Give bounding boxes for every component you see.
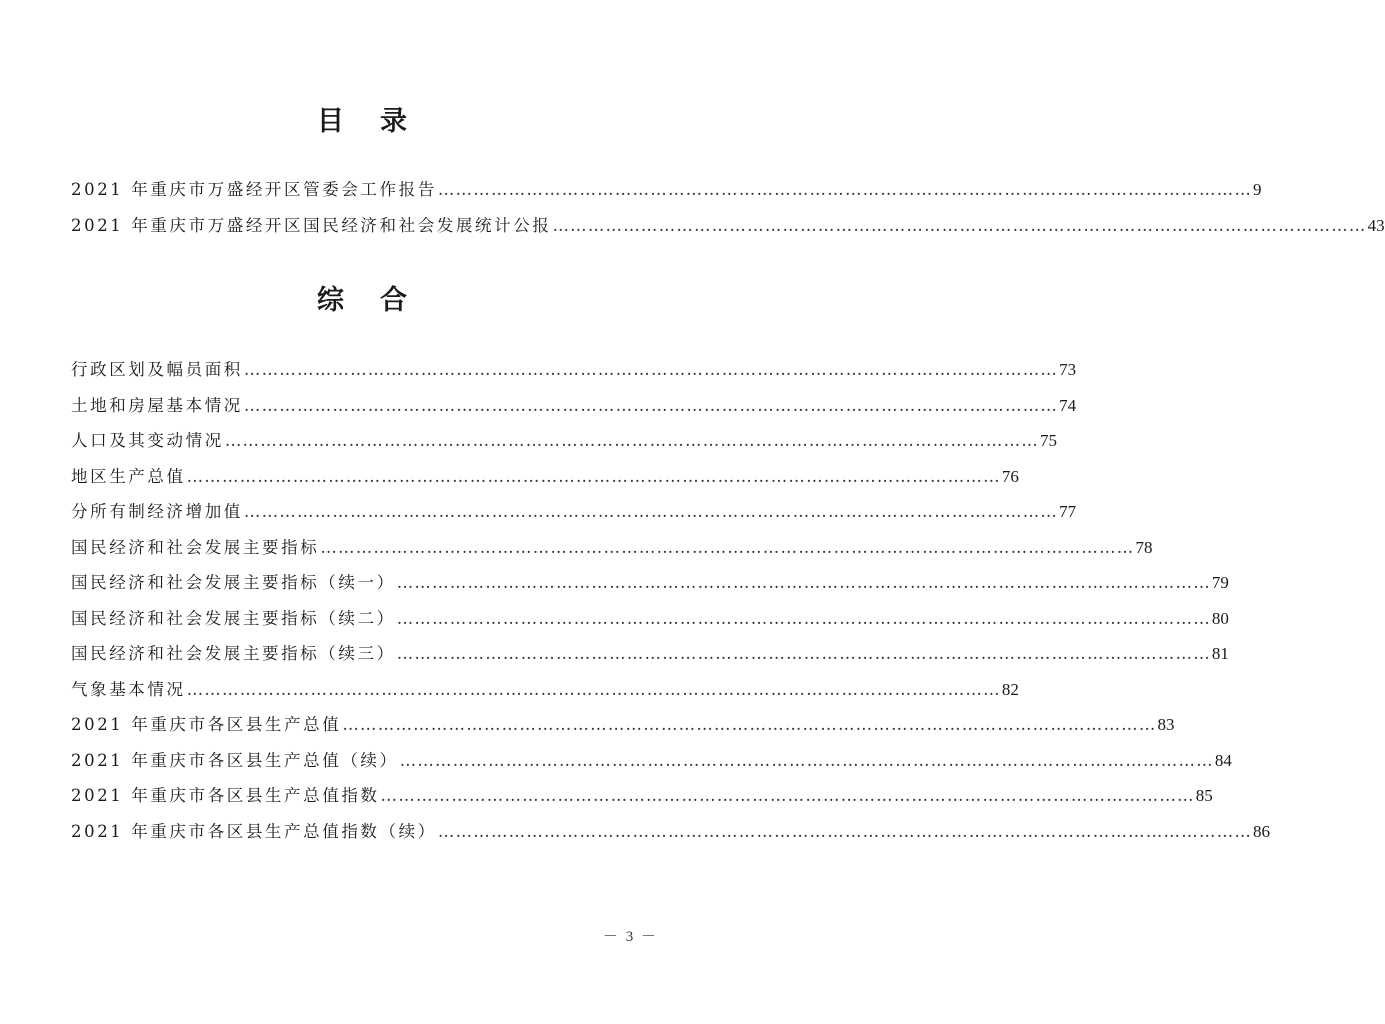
dot-leader: ………………………………………………………………………………………………………………………… <box>437 821 1253 841</box>
toc-entry-title: 2021 年重庆市各区县生产总值 <box>71 715 342 734</box>
dot-leader: ………………………………………………………………………………………………………………………… <box>243 395 1059 415</box>
toc-entry-page: 73 <box>1059 360 1077 379</box>
toc-entry-page: 74 <box>1059 395 1077 415</box>
contents-heading: 目录 <box>317 106 443 137</box>
toc-entry-page: 79 <box>1211 573 1229 592</box>
dot-leader: ………………………………………………………………………………………………………………………… <box>552 215 1367 235</box>
dot-leader: ………………………………………………………………………………………………………………………… <box>437 180 1253 199</box>
toc-entry-page: 83 <box>1157 715 1175 734</box>
toc-entry[interactable] <box>71 818 1271 854</box>
toc-entry-page: 86 <box>1253 821 1271 841</box>
dot-leader: ………………………………………………………………………………………………………………………… <box>243 360 1059 379</box>
toc-entry[interactable] <box>71 747 1232 783</box>
toc-entry[interactable] <box>71 463 1019 499</box>
dot-leader: ………………………………………………………………………………………………………………………… <box>243 502 1059 521</box>
contents-list <box>71 176 1385 247</box>
toc-entry-page: 85 <box>1195 786 1213 805</box>
toc-entry[interactable] <box>71 676 1019 712</box>
toc-entry-page: 75 <box>1040 431 1058 450</box>
toc-entry[interactable] <box>71 356 1077 392</box>
toc-entry[interactable] <box>71 212 1385 248</box>
toc-entry-title: 2021 年重庆市各区县生产总值（续） <box>71 750 399 770</box>
dot-leader: ………………………………………………………………………………………………………………………… <box>186 466 1001 486</box>
toc-entry-title: 行政区划及幅员面积 <box>71 360 243 379</box>
toc-entry-page: 78 <box>1135 537 1153 557</box>
toc-entry-page: 80 <box>1211 608 1229 628</box>
toc-entry-page: 43 <box>1367 215 1385 235</box>
dot-leader: ………………………………………………………………………………………………………………………… <box>396 644 1211 663</box>
toc-entry-title: 2021 年重庆市各区县生产总值指数（续） <box>71 821 437 841</box>
dot-leader: ………………………………………………………………………………………………………………………… <box>396 608 1211 628</box>
toc-entry-page: 82 <box>1001 679 1019 699</box>
dot-leader: ………………………………………………………………………………………………………………………… <box>186 679 1001 699</box>
dot-leader: ………………………………………………………………………………………………………………………… <box>399 750 1214 770</box>
toc-entry-title: 国民经济和社会发展主要指标（续三） <box>71 644 396 663</box>
toc-entry[interactable] <box>71 640 1229 676</box>
toc-entry[interactable] <box>71 711 1175 747</box>
dot-leader: ………………………………………………………………………………………………………………………… <box>320 537 1135 557</box>
dot-leader: ………………………………………………………………………………………………………………………… <box>342 715 1157 734</box>
toc-entry-title: 国民经济和社会发展主要指标（续一） <box>71 573 396 592</box>
toc-entry-page: 81 <box>1211 644 1229 663</box>
general-list <box>71 356 1271 853</box>
toc-entry-title: 国民经济和社会发展主要指标 <box>71 537 320 557</box>
dot-leader: ………………………………………………………………………………………………………………………… <box>396 573 1211 592</box>
toc-entry-title: 2021 年重庆市万盛经开区管委会工作报告 <box>71 180 437 199</box>
toc-entry[interactable] <box>71 427 1058 463</box>
toc-entry[interactable] <box>71 534 1153 570</box>
toc-entry-page: 76 <box>1001 466 1019 486</box>
toc-entry-title: 2021 年重庆市各区县生产总值指数 <box>71 786 380 805</box>
toc-entry-title: 国民经济和社会发展主要指标（续二） <box>71 608 396 628</box>
toc-entry[interactable] <box>71 605 1229 641</box>
toc-entry-page: 9 <box>1253 180 1262 199</box>
toc-entry[interactable] <box>71 392 1077 428</box>
toc-entry-title: 土地和房屋基本情况 <box>71 395 243 415</box>
toc-entry[interactable] <box>71 569 1229 605</box>
toc-entry[interactable] <box>71 782 1213 818</box>
toc-entry[interactable] <box>71 176 1262 212</box>
toc-entry-page: 77 <box>1059 502 1077 521</box>
dot-leader: ………………………………………………………………………………………………………………………… <box>224 431 1040 450</box>
toc-entry-title: 人口及其变动情况 <box>71 431 224 450</box>
toc-entry-title: 2021 年重庆市万盛经开区国民经济和社会发展统计公报 <box>71 215 552 235</box>
general-heading: 综合 <box>317 285 443 316</box>
toc-entry[interactable] <box>71 498 1077 534</box>
toc-entry-title: 地区生产总值 <box>71 466 186 486</box>
toc-entry-title: 分所有制经济增加值 <box>71 502 243 521</box>
toc-entry-title: 气象基本情况 <box>71 679 186 699</box>
dot-leader: ………………………………………………………………………………………………………………………… <box>380 786 1195 805</box>
page-number: － 3 － <box>603 929 659 945</box>
toc-entry-page: 84 <box>1214 750 1232 770</box>
